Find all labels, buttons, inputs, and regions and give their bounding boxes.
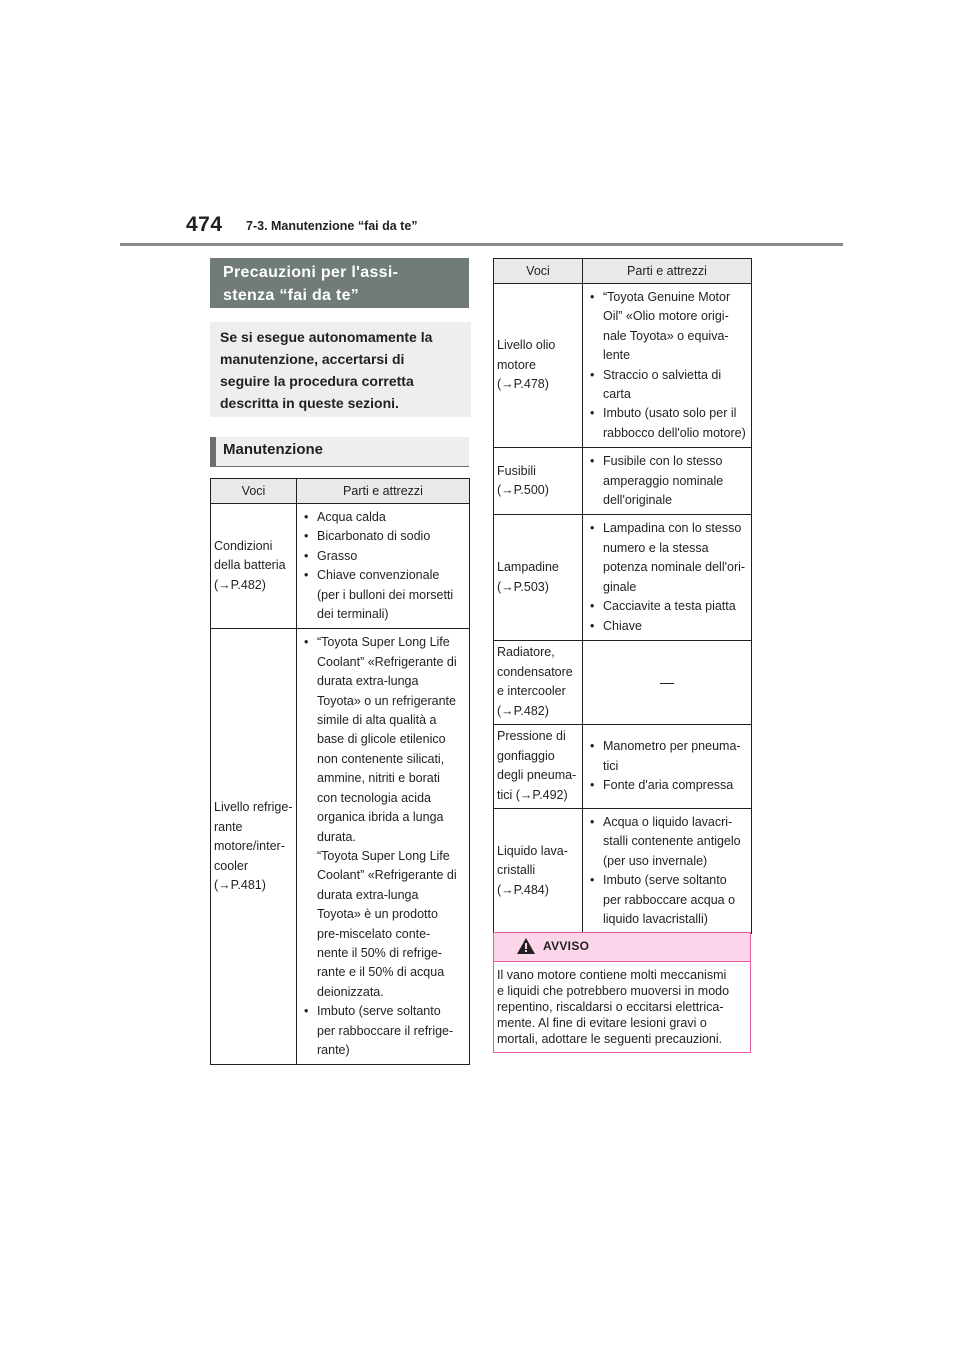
list-item-line: liquido lavacristalli) [603, 911, 708, 926]
item-line: (→P.503) [497, 579, 549, 594]
left-parts-table [210, 478, 470, 1065]
banner-line: Precauzioni per l'assi- [223, 264, 399, 281]
item-line: degli pneuma- [497, 768, 577, 783]
list-item-line: durata extra-lunga [317, 674, 419, 689]
list-item-line: rabbocco dell'olio motore) [603, 425, 746, 440]
table-row [494, 284, 752, 448]
item-line: (→P.500) [497, 483, 549, 498]
list-item-line: organica ibrida a lunga [317, 810, 444, 825]
list-item-line: • Bicarbonato di sodio [317, 529, 431, 544]
maintenance-heading: Manutenzione [210, 437, 469, 467]
intro-line: descritta in queste sezioni. [220, 395, 399, 411]
list-item-line: • Chiave [603, 618, 642, 633]
banner-line: stenza “fai da te” [223, 287, 360, 304]
item-line: rante [214, 819, 243, 834]
parts-cell [583, 448, 752, 515]
table-row [494, 640, 752, 724]
column-header-items: Voci [494, 259, 583, 284]
list-item-line: stalli contenente antigelo [603, 834, 741, 849]
list-item-line: carta [603, 387, 631, 402]
table-header-row [494, 259, 752, 284]
list-item [590, 288, 751, 366]
list-item-line: • Acqua o liquido lavacri- [603, 814, 733, 829]
list-item-line: Toyota» è un prodotto [317, 907, 438, 922]
table-header-row [211, 479, 470, 504]
list-item-line: • Lampadina con lo stesso [603, 521, 742, 536]
list-item-line: numero e la stessa [603, 540, 709, 555]
parts-cell [583, 724, 752, 808]
list-item [590, 776, 751, 795]
item-line: Pressione di [497, 729, 566, 744]
item-cell [494, 724, 583, 808]
list-item-line: (per i bulloni dei morsetti [317, 587, 454, 602]
item-cell [211, 504, 297, 629]
list-item-line: potenza nominale dell'ori- [603, 560, 746, 575]
parts-cell [297, 504, 470, 629]
item-line: (→P.484) [497, 882, 549, 897]
list-item [304, 547, 469, 566]
intro-line: manutenzione, accertarsi di [220, 351, 405, 367]
parts-list [583, 515, 751, 639]
page-number: 474 [186, 213, 223, 236]
list-item-line: base di glicole etilenico [317, 732, 446, 747]
intro-box [210, 322, 471, 417]
item-line: (→P.481) [214, 878, 266, 893]
list-item-line: • Cacciavite a testa piatta [603, 599, 736, 614]
warning-triangle-icon [517, 938, 535, 954]
list-item-line: per rabboccare il refrige- [317, 1023, 454, 1038]
list-item-line: ammine, nitriti e borati [317, 771, 440, 786]
list-item-line: • “Toyota Genuine Motor [603, 290, 731, 304]
list-item-line: nente il 50% di refrige- [317, 945, 443, 960]
list-item [590, 597, 751, 616]
parts-cell [297, 629, 470, 1065]
list-item-line: ginale [603, 579, 637, 594]
item-line: (→P.482) [497, 704, 549, 718]
item-line: Lampadine [497, 560, 559, 575]
item-cell [494, 515, 583, 640]
parts-list [583, 733, 751, 799]
list-item-line: Oil” «Olio motore origi- [603, 309, 729, 324]
list-item-line: tici [603, 758, 619, 773]
list-item [304, 527, 469, 546]
item-line: tici (→P.492) [497, 788, 568, 802]
list-item-line: Toyota» o un refrigerante [317, 693, 456, 708]
list-item [304, 566, 469, 624]
item-cell [211, 629, 297, 1065]
list-item-line: durata extra-lunga [317, 887, 419, 902]
item-line: condensatore [497, 664, 573, 679]
list-item-line: rante e il 50% di acqua [317, 965, 445, 980]
header-divider [120, 243, 843, 246]
item-cell [494, 640, 583, 724]
list-item-line: Coolant” «Refrigerante di [317, 654, 457, 669]
list-item-line: lente [603, 348, 631, 363]
item-line: motore [497, 357, 536, 372]
list-item-line: • Fonte d'aria compressa [603, 778, 734, 793]
warning-line: repentino, riscaldarsi o eccitarsi elettrica- [497, 1000, 724, 1014]
warning-box [493, 932, 751, 1053]
list-item-line: • “Toyota Super Long Life [317, 635, 450, 650]
warning-line: mortali, adottare le seguenti precauzioni. [497, 1032, 723, 1046]
parts-cell [583, 284, 752, 448]
list-item [304, 1002, 469, 1060]
item-line: Condizioni [214, 538, 273, 553]
column-header-items: Voci [211, 479, 297, 504]
list-item-line: • Fusibile con lo stesso [603, 454, 723, 469]
list-item-line: • Chiave convenzionale [317, 568, 440, 583]
item-line: Livello olio [497, 338, 556, 353]
list-item-line: rante) [317, 1042, 350, 1057]
list-item [590, 519, 751, 597]
parts-cell [583, 808, 752, 933]
list-item-line: pre-miscelato conte- [317, 926, 431, 941]
list-item [590, 871, 751, 929]
parts-cell [583, 515, 752, 640]
warning-text [494, 962, 750, 1047]
item-line: cooler [214, 858, 249, 873]
list-item-line: dei terminali) [317, 607, 389, 622]
table-row [494, 808, 752, 933]
list-item-line: • Straccio o salvietta di [603, 367, 722, 382]
list-item-line: • Imbuto (usato solo per il [603, 406, 737, 421]
list-item-line: durata. [317, 829, 356, 844]
item-line: cristalli [497, 863, 536, 878]
item-cell [494, 284, 583, 448]
item-line: Liquido lava- [497, 843, 568, 858]
list-item-line: amperaggio nominale [603, 473, 724, 488]
column-header-parts: Parti e attrezzi [583, 259, 752, 284]
list-item-line: “Toyota Super Long Life [317, 848, 450, 863]
list-item [590, 813, 751, 871]
item-line: della batteria [214, 558, 286, 573]
parts-list [297, 504, 469, 628]
list-item-line: • Acqua calda [317, 510, 386, 524]
item-line: (→P.478) [497, 377, 549, 392]
list-item-line: non contenente silicati, [317, 751, 445, 766]
list-item-line: • Manometro per pneuma- [603, 739, 741, 754]
item-cell [494, 448, 583, 515]
list-item-line: dell'originale [603, 493, 673, 508]
list-item-line: • Imbuto (serve soltanto [317, 1004, 441, 1019]
warning-title: AVVISO [543, 939, 590, 953]
warning-line: Il vano motore contiene molti meccanismi [497, 968, 727, 982]
right-parts-table [493, 258, 752, 934]
list-item-line: • Imbuto (serve soltanto [603, 873, 727, 888]
table-row [211, 504, 470, 629]
list-item [590, 737, 751, 776]
list-item-line: nale Toyota» o equiva- [603, 328, 729, 343]
list-item [590, 617, 751, 636]
list-item-line: con tecnologia acida [317, 790, 431, 805]
list-item [590, 404, 751, 443]
not-applicable-dash [660, 683, 674, 684]
parts-list [297, 629, 469, 1064]
item-line: (→P.482) [214, 578, 266, 593]
column-header-parts: Parti e attrezzi [297, 479, 470, 504]
table-row [494, 724, 752, 808]
list-item [304, 508, 469, 527]
warning-header [494, 933, 750, 962]
section-title: 7-3. Manutenzione “fai da te” [246, 219, 418, 233]
parts-list [583, 809, 751, 933]
list-item-line: per rabboccare acqua o [603, 892, 736, 907]
item-line: gonfiaggio [497, 748, 555, 763]
intro-line: Se si esegue autonomamente la [220, 329, 433, 345]
table-row [494, 448, 752, 515]
item-cell [494, 808, 583, 933]
list-item [590, 452, 751, 510]
list-item [304, 633, 469, 1002]
warning-line: e liquidi che potrebbero muoversi in modo [497, 984, 730, 998]
intro-line: seguire la procedura corretta [220, 373, 414, 389]
list-item-line: simile di alta qualità a [317, 713, 437, 728]
item-line: motore/inter- [214, 839, 285, 854]
list-item-line: deionizzata. [317, 984, 384, 999]
table-row [211, 629, 470, 1065]
warning-line: mente. Al fine di evitare lesioni gravi o [497, 1016, 707, 1030]
table-row [494, 515, 752, 640]
list-item [590, 366, 751, 405]
item-line: e intercooler [497, 684, 566, 699]
list-item-line: Coolant” «Refrigerante di [317, 868, 457, 883]
parts-list [583, 448, 751, 514]
parts-cell [583, 640, 752, 724]
item-line: Radiatore, [497, 645, 555, 660]
item-line: Fusibili [497, 463, 536, 478]
item-line: Livello refrige- [214, 799, 293, 814]
precautions-banner [210, 258, 469, 308]
list-item-line: • Grasso [317, 548, 358, 563]
parts-list [583, 284, 751, 447]
list-item-line: (per uso invernale) [603, 853, 708, 868]
